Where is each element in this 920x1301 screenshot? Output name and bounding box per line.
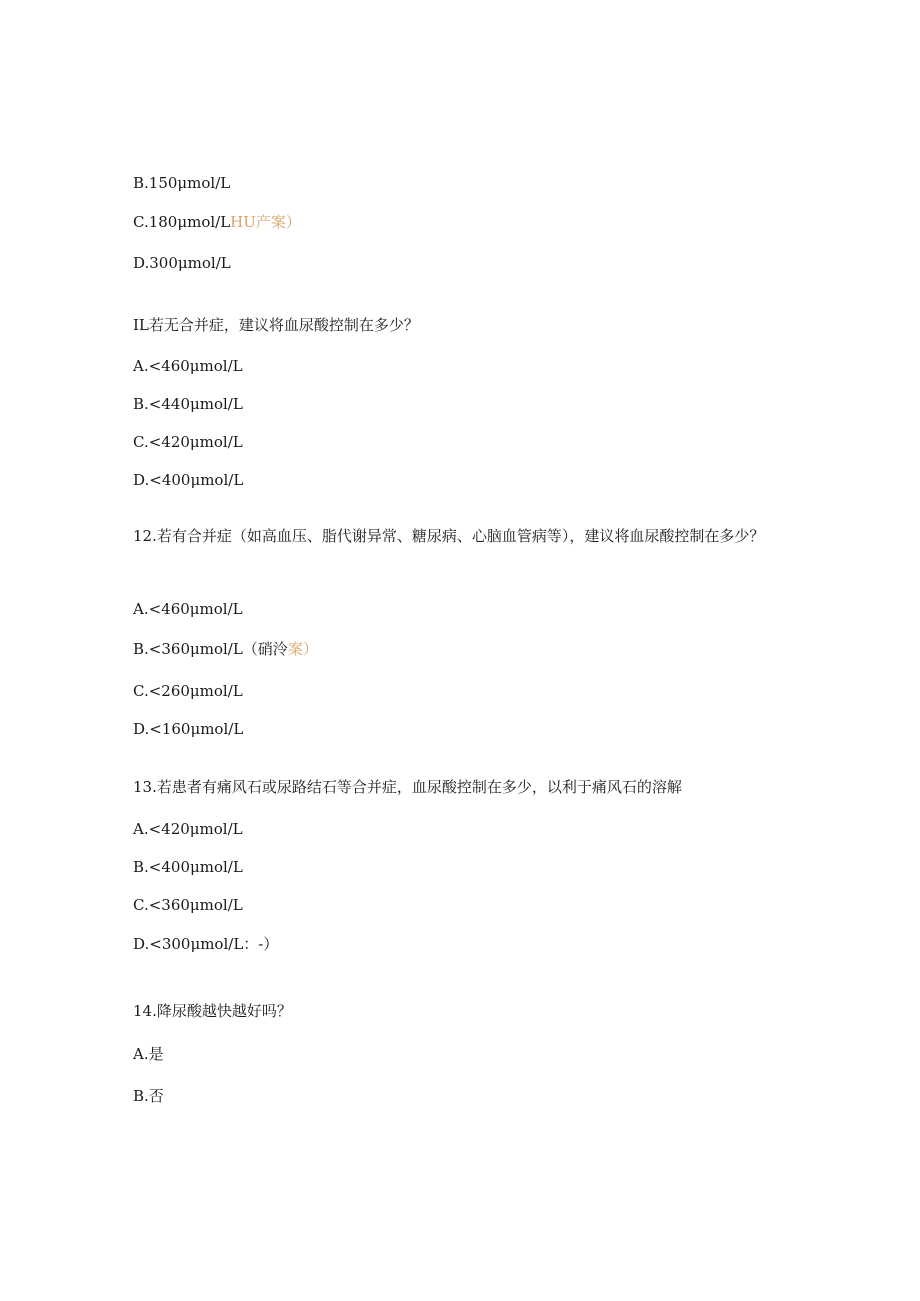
q10-option-c (133, 212, 301, 232)
q13-option-c: C.<360μmol/L (133, 896, 243, 914)
q13-option-d: D.<300μmol/L：-） (133, 935, 279, 953)
q12-option-b (133, 639, 318, 659)
q12-question: 12.若有合并症（如高血压、脂代谢异常、糖尿病、心脑血管病等），建议将血尿酸控制在多少？ (133, 527, 765, 545)
q11-option-d: D.<400μmol/L (133, 471, 244, 489)
q14-question: 14.降尿酸越快越好吗？ (133, 1002, 292, 1020)
q13-option-b: B.<400μmol/L (133, 858, 243, 876)
q11-option-c: C.<420μmol/L (133, 433, 243, 451)
q10-answer-mark: HU产案） (230, 213, 301, 231)
q11-question: IL若无合并症，建议将血尿酸控制在多少？ (133, 316, 419, 334)
q12-option-b-text: B.<360μmol/L（硝泠 (133, 640, 288, 658)
q12-option-c: C.<260μmol/L (133, 682, 243, 700)
q11-option-b: B.<440μmol/L (133, 395, 243, 413)
q10-option-b: B.150μmol/L (133, 174, 231, 192)
q13-option-a: A.<420μmol/L (133, 820, 243, 838)
q12-option-a: A.<460μmol/L (133, 600, 243, 618)
q14-option-a: A.是 (133, 1045, 164, 1063)
q12-option-d: D.<160μmol/L (133, 720, 244, 738)
q11-option-a: A.<460μmol/L (133, 357, 243, 375)
q10-option-d: D.300μmol/L (133, 254, 231, 272)
q13-question: 13.若患者有痛风石或尿路结石等合并症，血尿酸控制在多少，以利于痛风石的溶解 (133, 778, 682, 796)
q10-option-c-text: C.180μmol/L (133, 213, 231, 231)
q14-option-b: B.否 (133, 1087, 164, 1105)
q12-answer-mark: 案） (287, 640, 318, 658)
